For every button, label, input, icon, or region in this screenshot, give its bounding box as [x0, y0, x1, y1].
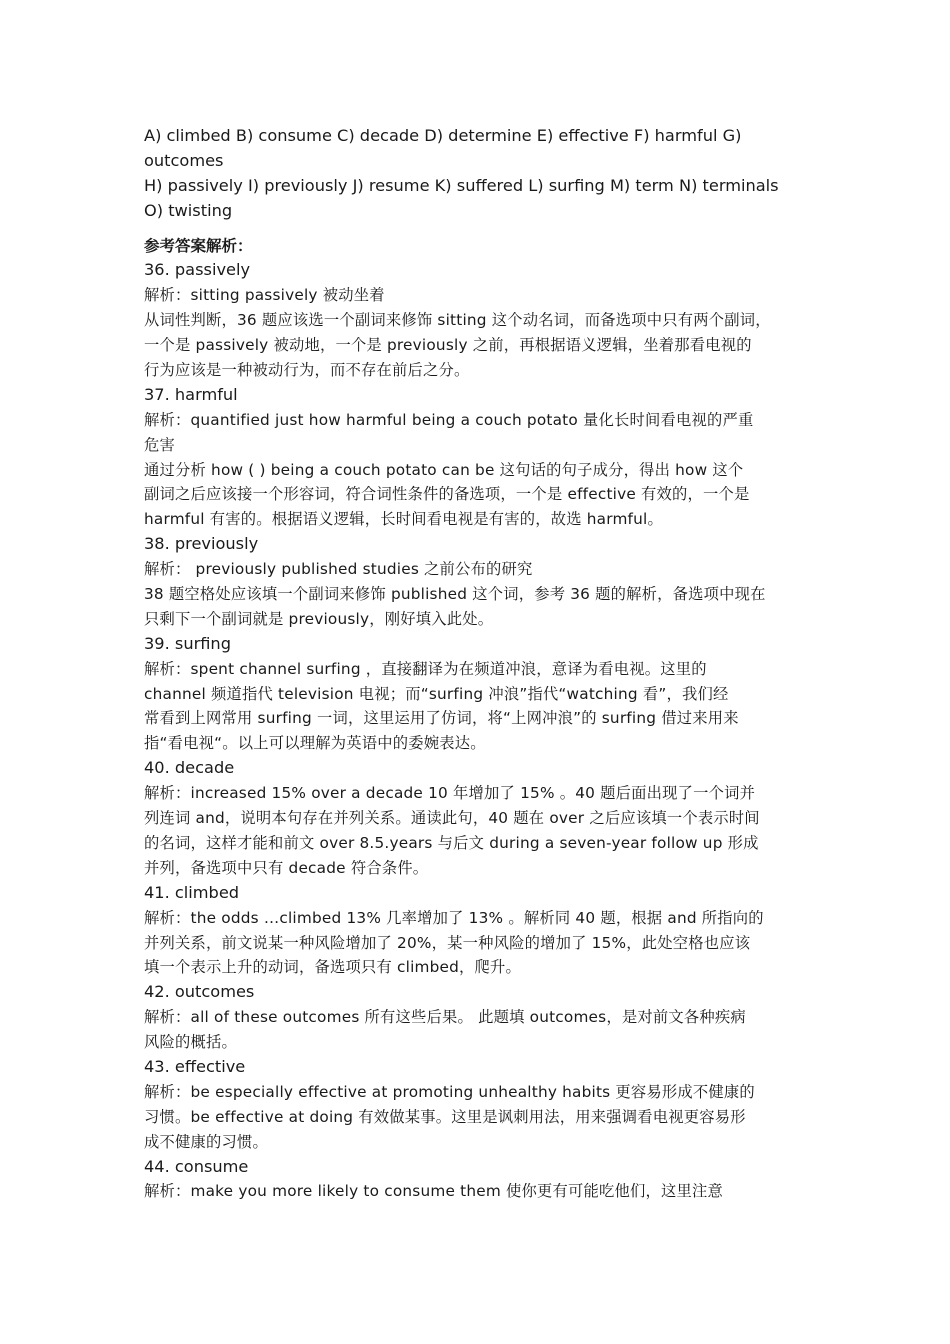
- analysis-line: 列连词 and，说明本句存在并列关系。通读此句，40 题在 over 之后应该填一个表示时间: [144, 809, 760, 828]
- options-line: O) twisting: [144, 200, 233, 220]
- analysis-line: 指“看电视“。以上可以理解为英语中的委婉表达。: [144, 734, 486, 753]
- analysis-line: 解析：make you more likely to consume them 使你更有可能吃他们，这里注意: [144, 1182, 723, 1201]
- question-title: 42. outcomes: [144, 982, 255, 1002]
- analysis-line: 解析：be especially effective at promoting unhealthy habits 更容易形成不健康的: [144, 1082, 755, 1101]
- analysis-line: channel 频道指代 television 电视；而“surfing 冲浪”指代“watching 看”，我们经: [144, 684, 729, 703]
- analysis-line: 只剩下一个副词就是 previously，刚好填入此处。: [144, 609, 494, 628]
- analysis-line: 副词之后应该接一个形容词，符合词性条件的备选项，一个是 effective 有效的，一个是: [144, 485, 750, 504]
- question-title: 39. surfing: [144, 633, 231, 653]
- analysis-line: 解析：increased 15% over a decade 10 年增加了 15% 。40 题后面出现了一个词并: [144, 784, 756, 803]
- analysis-line: 通过分析 how ( ) being a couch potato can be 这句话的句子成分，得出 how 这个: [144, 460, 744, 479]
- analysis-line: 解析：quantified just how harmful being a couch potato 量化长时间看电视的严重: [144, 410, 754, 429]
- analysis-item-44: [144, 1155, 814, 1205]
- analysis-line: 一个是 passively 被动地，一个是 previously 之前，再根据语义逻辑，坐着那看电视的: [144, 336, 752, 355]
- analysis-line: 风险的概括。: [144, 1033, 237, 1052]
- analysis-item-40: [144, 756, 814, 880]
- analysis-line: harmful 有害的。根据语义逻辑，长时间看电视是有害的，故选 harmful。: [144, 510, 663, 529]
- question-title: 37. harmful: [144, 384, 238, 404]
- analysis-line: 填一个表示上升的动词，备选项只有 climbed，爬升。: [144, 958, 522, 977]
- question-title: 44. consume: [144, 1156, 249, 1176]
- options-line: H) passively I) previously J) resume K) suffered L) surfing M) term N) terminals: [144, 175, 779, 195]
- analysis-line: 常看到上网常用 surfing 一词，这里运用了仿词，将“上网冲浪”的 surfing 借过来用来: [144, 709, 739, 728]
- analysis-item-38: [144, 532, 814, 632]
- analysis-line: 成不健康的习惯。: [144, 1132, 268, 1151]
- options-block: [144, 124, 814, 224]
- analysis-item-39: [144, 632, 814, 756]
- analysis-line: 从词性判断，36 题应该选一个副词来修饰 sitting 这个动名词，而备选项中只有两个副词，: [144, 311, 771, 330]
- analysis-heading: 参考答案解析：: [144, 236, 253, 255]
- options-line: outcomes: [144, 150, 224, 170]
- analysis-line: 解析：spent channel surfing ，直接翻译为在频道冲浪，意译为看电视。这里的: [144, 659, 707, 678]
- analysis-line: 行为应该是一种被动行为，而不存在前后之分。: [144, 361, 470, 380]
- analysis-item-43: [144, 1055, 814, 1155]
- analysis-line: 38 题空格处应该填一个副词来修饰 published 这个词，参考 36 题的解析，备选项中现在: [144, 585, 766, 604]
- options-line: A) climbed B) consume C) decade D) determine E) effective F) harmful G): [144, 126, 742, 145]
- analysis-line: 解析：sitting passively 被动坐着: [144, 286, 385, 305]
- question-title: 36. passively: [144, 260, 251, 280]
- analysis-line: 的名词，这样才能和前文 over 8.5.years 与后文 during a seven-year follow up 形成: [144, 833, 759, 852]
- analysis-line: 解析： previously published studies 之前公布的研究: [144, 560, 533, 579]
- analysis-line: 并列关系，前文说某一种风险增加了 20%，某一种风险的增加了 15%，此处空格也应该: [144, 933, 751, 952]
- document-page: [144, 124, 814, 1204]
- analysis-line: 习惯。be effective at doing 有效做某事。这里是讽刺用法，用来强调看电视更容易形: [144, 1107, 746, 1126]
- analysis-item-36: [144, 258, 814, 382]
- analysis-item-41: [144, 881, 814, 981]
- question-title: 41. climbed: [144, 882, 240, 902]
- analysis-line: 解析：the odds …climbed 13% 几率增加了 13% 。解析同 40 题，根据 and 所指向的: [144, 908, 764, 927]
- analysis-item-37: [144, 383, 814, 532]
- question-title: 43. effective: [144, 1056, 246, 1076]
- analysis-line: 危害: [144, 435, 175, 454]
- analysis-line: 并列，备选项中只有 decade 符合条件。: [144, 858, 429, 877]
- question-title: 40. decade: [144, 758, 235, 778]
- analysis-line: 解析：all of these outcomes 所有这些后果。 此题填 outcomes，是对前文各种疾病: [144, 1008, 746, 1027]
- analysis-item-42: [144, 980, 814, 1055]
- question-title: 38. previously: [144, 534, 259, 554]
